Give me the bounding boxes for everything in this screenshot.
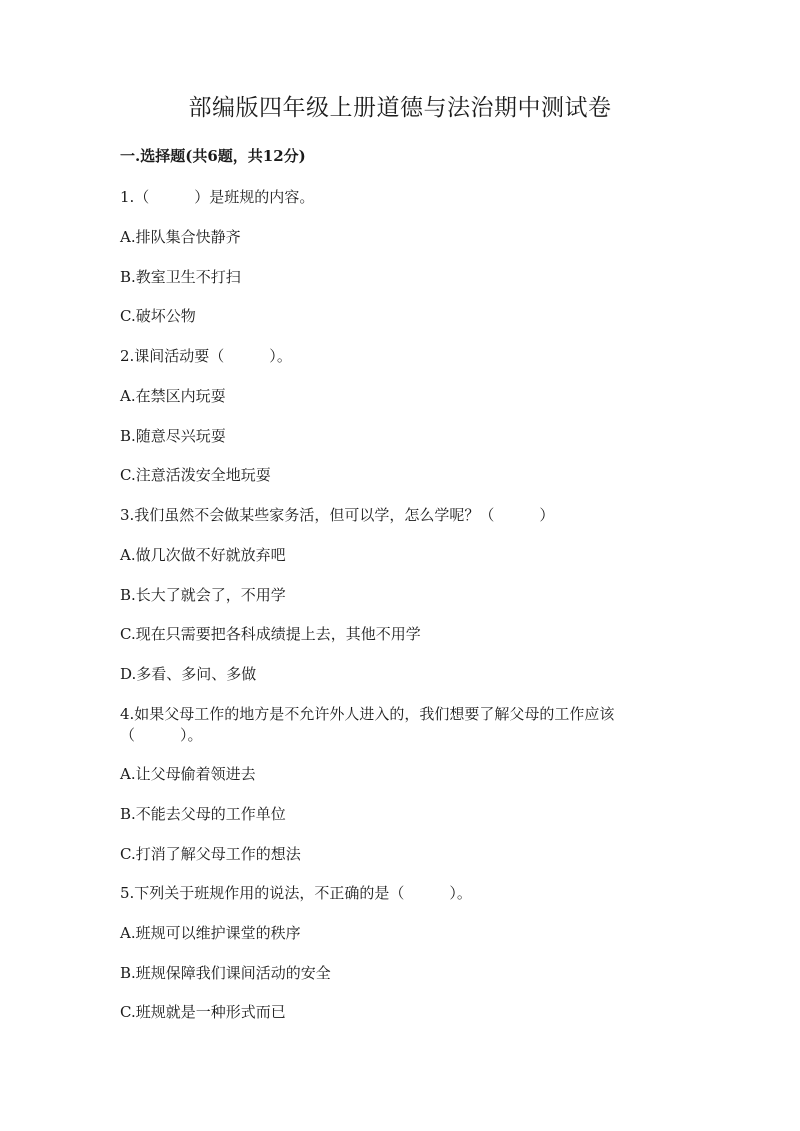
question-5-option-b: B.班规保障我们课间活动的安全 [120,964,331,982]
page-title: 部编版四年级上册道德与法治期中测试卷 [188,95,612,121]
question-2-option-c: C.注意活泼安全地玩耍 [120,466,271,484]
question-3-option-b: B.长大了就会了，不用学 [120,586,286,604]
question-4-stem: 4.如果父母工作的地方是不允许外人进入的，我们想要了解父母的工作应该 [120,705,615,723]
question-3-option-d: D.多看、多问、多做 [120,665,257,683]
question-3-option-a: A.做几次做不好就放弃吧 [120,546,286,564]
question-2-option-b: B.随意尽兴玩耍 [120,427,226,445]
question-2-stem: 2.课间活动要（ ）。 [120,347,292,365]
question-1-option-a: A.排队集合快静齐 [120,228,241,246]
question-1-option-b: B.教室卫生不打扫 [120,268,241,286]
question-5-stem: 5.下列关于班规作用的说法，不正确的是（ ）。 [120,884,472,902]
question-3-option-c: C.现在只需要把各科成绩提上去，其他不用学 [120,625,421,643]
question-1-stem: 1.（ ）是班规的内容。 [120,188,315,206]
question-5-option-a: A.班规可以维护课堂的秩序 [120,924,301,942]
question-3-stem: 3.我们虽然不会做某些家务活，但可以学，怎么学呢？（ ） [120,506,555,524]
question-1-option-c: C.破坏公物 [120,307,196,325]
question-4-stem-continued: （ ）。 [120,726,203,744]
question-4-option-a: A.让父母偷着领进去 [120,765,256,783]
question-2-option-a: A.在禁区内玩耍 [120,387,226,405]
section-heading: 一.选择题(共6题，共12分) [120,147,306,165]
question-4-option-c: C.打消了解父母工作的想法 [120,845,301,863]
question-5-option-c: C.班规就是一种形式而已 [120,1003,286,1021]
question-4-option-b: B.不能去父母的工作单位 [120,805,286,823]
